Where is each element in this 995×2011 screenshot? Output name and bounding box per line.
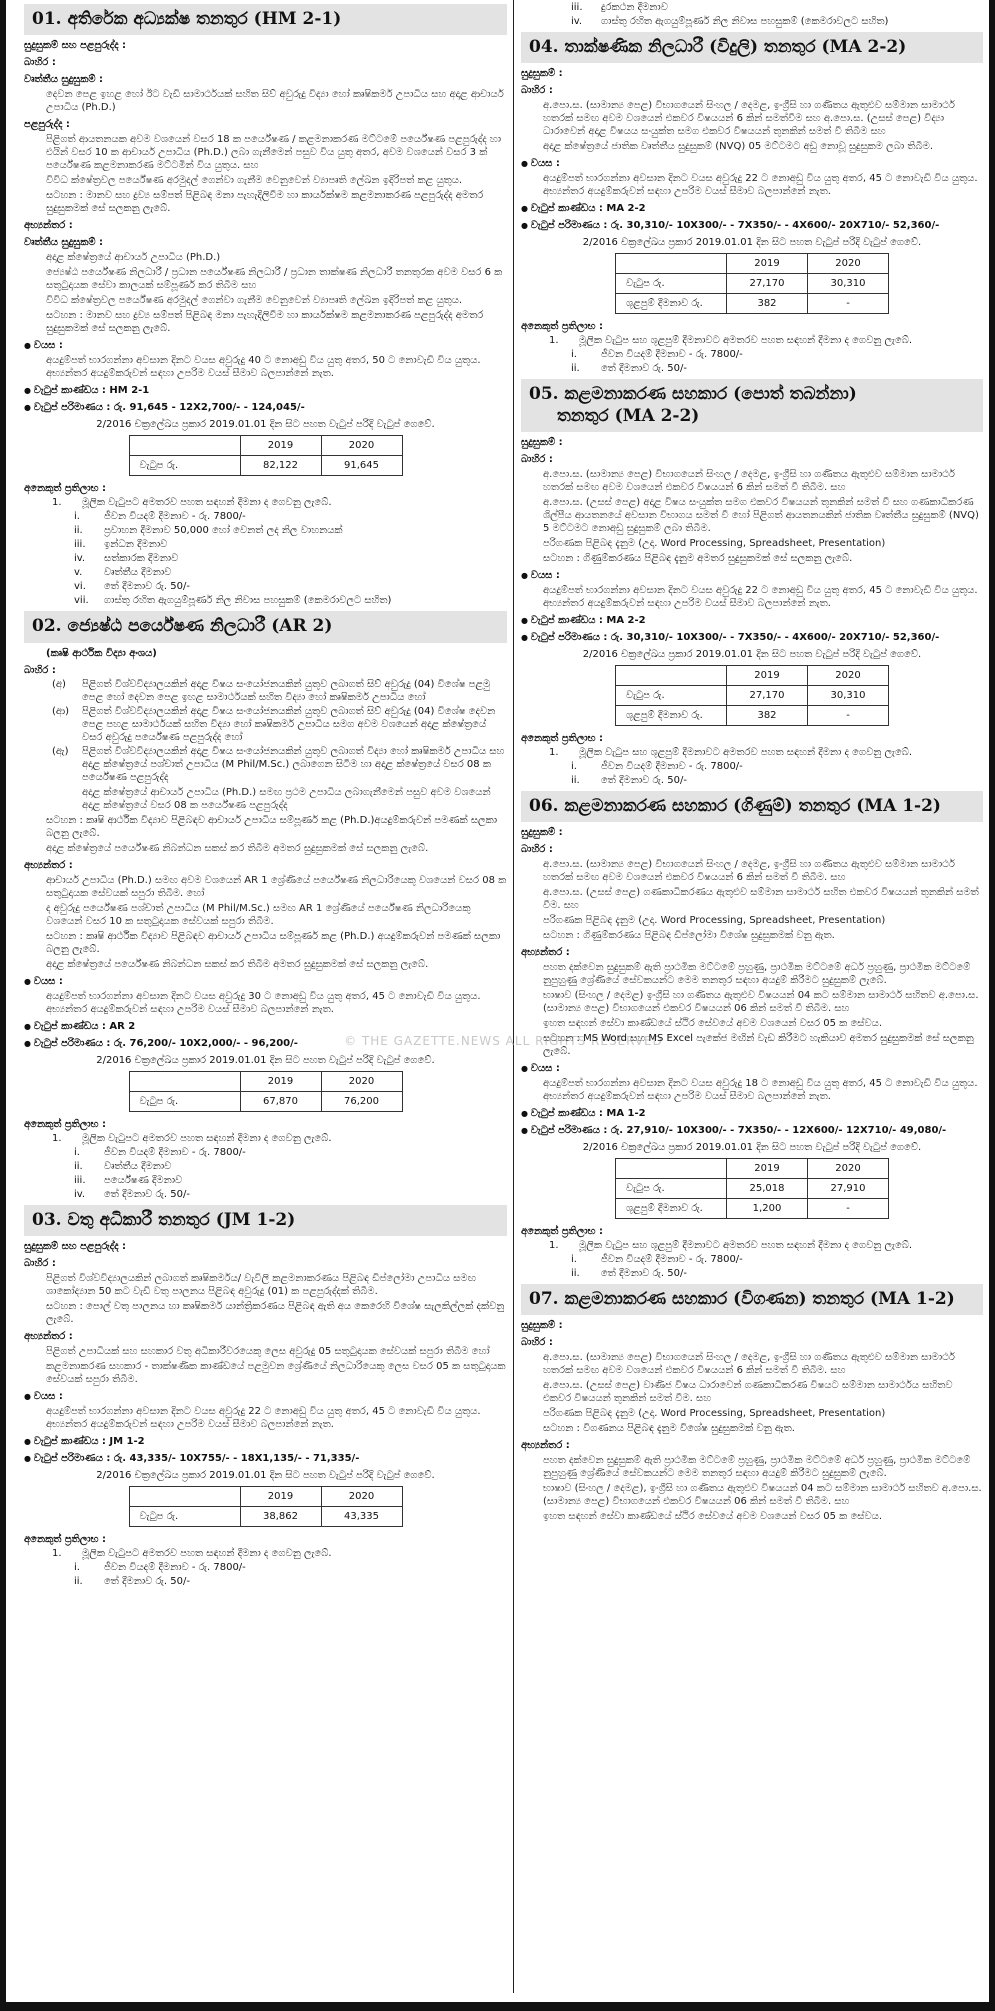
list-item: iii. ඉන්ධන දීමනාව	[74, 539, 168, 551]
list-item: 1. මූලික වැටුපට අමතරව පහත සඳහන් දීමනා ද ගෙවනු ලැබේ.	[52, 1547, 332, 1559]
allowance-cell: -	[808, 1199, 889, 1219]
salary-cell: 30,310	[808, 685, 889, 705]
paragraph: අයදුම්පත් භාරගන්නා අවසාන දිනට වයස අවුරුදු 18 ට නොඅඩු විය යුතු අතර, 45 ට නොවැඩි විය යුතුය. අභ්‍යන්තර අයදුම්කරුවන් සඳහා උපරිම වයස් සීමාව බලපාන්නේ නැත.	[543, 1078, 978, 1102]
section-title: 03. වතු අධිකාරී තනතුර (JM 1-2)	[24, 1205, 507, 1236]
row-label: ශුළපුම් දීමනාව රු.	[616, 705, 727, 725]
list-item: iii. දුරකථන දීමනාව	[571, 2, 668, 13]
salary-cell: 27,170	[727, 685, 808, 705]
salary-code: ● වැටුප් කාණ්ඩය : MA 2-2	[521, 202, 983, 215]
year-header: 2019	[240, 1486, 321, 1506]
age-label: ● වයස :	[24, 339, 507, 352]
paragraph: අයදුම්පත් භාරගන්නා අවසාන දිනට වයස අවුරුදු 22 ට නොඅඩු විය යුතු අතර, 45 ට නොවැඩි විය යුතුය. අභ්‍යන්තර අයදුම්කරුවන් සඳහා උපරිම වයස් සීමාව බලපාන්නේ නැත.	[46, 1405, 481, 1430]
age-label: ● වයස :	[521, 1062, 983, 1075]
list-item: i. ජීවන වියදම් දීමනාව - රු. 7800/-	[571, 349, 743, 361]
year-header: 2019	[240, 436, 321, 456]
paragraph: පරිගණක පිළිබඳ දැනුම (උදා. Word Processing, Spreadsheet, Presentation)	[543, 537, 886, 549]
circular-note: 2/2016 චක්‍රලේඛය ප්‍රකාර 2019.01.01 දින සිට පහත වැටුප් පරිදි වැටුප් ගෙවේ.	[582, 237, 922, 249]
circular-note: 2/2016 චක්‍රලේඛය ප්‍රකාර 2019.01.01 දින සිට පහත වැටුප් පරිදි වැටුප් ගෙවේ.	[96, 1469, 435, 1481]
list-item: i. ජීවන වියදම් දීමනාව - රු. 7800/-	[74, 1561, 246, 1573]
salary-table	[615, 1158, 889, 1219]
paragraph: භාෂාව (සිංහල / දෙමළ) ඉංග්‍රීසි හා ගණිතය ඇතුළුව විෂයයන් 04 කට සම්මාන සාමාර්ථ සහිතව අ.පො.ස. (සාමාන්‍ය පෙළ) විභාගයෙන් එකවර විෂයයන් 06 කින් සමත් වී තිබීම. සහ	[543, 990, 979, 1014]
paragraph: පිළිගත් උපාධියක් සහ සහකාර වතු අධිකාරීවරයෙකු ලෙස අවුරුදු 05 සතුටුදායක සේවයක් සපුරා තිබීම හෝ	[46, 1345, 490, 1357]
paragraph: අයදුම්පත් භාරගන්නා අවසාන දිනට වයස අවුරුදු 40 ට නොඅඩු විය යුතු අතර, 50 ට නොවැඩි විය යුතුය. අභ්‍යන්තර අයදුම්කරුවන් සඳහා උපරිම වයස් සීමාව බලපාන්නේ නැත.	[46, 355, 481, 380]
year-header: 2020	[321, 1486, 402, 1506]
salary-scale: ● වැටුප් පරිමාණය : රු. 30,310/- 10X300/- - 7X350/- - 4X600/- 20X710/- 52,360/-	[521, 219, 983, 232]
paragraph: අ.පො.ස. (සාමාන්‍ය පෙළ) විභාගයෙන් සිංහල / දෙමළ, ඉංග්‍රීසි හා ගණිතය ඇතුළුව සම්මාන සාමාර්ථ හතරක් සමඟ අවම වශයෙන් එකවර විෂයයන් 6 කින් සමත්වීම සහ අ.පො.ස. (උසස් පෙළ) විද්‍යා ධාරාවෙන් අදාළ විෂයය සංයුක්ත සමග එකවර විෂයයන් තුනකින් සමත් වී තිබීම සහ	[543, 100, 955, 138]
label: පළපුරුද්ද :	[24, 119, 70, 131]
note: සටහන : ගිණුම්කරණය පිළිබඳ දැනුම අමතර සුදුසුකමක් සේ සලකනු ලැබේ.	[543, 552, 853, 564]
paragraph: අ.පො.ස. (සාමාන්‍ය පෙළ) විභාගයෙන් සිංහල / දෙමළ, ඉංග්‍රීසි හා ගණිතය ඇතුළුව සම්මාන සාමාර්ථ හතරක් සමඟ අවම වශයෙන් එකවර විෂයයන් 6 කින් සමත් වී තිබීම. සහ	[543, 468, 955, 493]
list-item: ii. තේ දීමනාව රු. 50/-	[74, 1575, 190, 1587]
label: බාහිර :	[521, 844, 553, 855]
list-item: 1. මූලික වැටුප සහ ශුළපුම් දීමනාවට අමතරව පහත සඳහන් දීමනා ද ගෙවනු ලැබේ.	[549, 335, 913, 347]
salary-table	[129, 435, 403, 476]
list-item: 1. මූලික වැටුපට අමතරව පහත සඳහන් දීමනා ද ගෙවනු ලැබේ.	[52, 497, 332, 509]
list-item: i. ජීවන වියදම් දීමනාව - රු. 7800/-	[571, 1254, 743, 1265]
paragraph: අ.පො.ස. (සාමාන්‍ය පෙළ) විභාගයෙන් සිංහල / දෙමළ, ඉංග්‍රීසි හා ගණිතය ඇතුළුව සම්මාන සාමාර්ථ හතරක් සමඟ අවම වශයෙන් එකවර විෂයයන් 6 කින් සමත් වී තිබීම. සහ	[543, 859, 955, 883]
right-column	[521, 0, 983, 1993]
paragraph: ඉහත සඳහන් සේවා කාණ්ඩයේ ස්ථිර සේවයේ අවම වශයෙන් වසර 05 ක සේවය.	[543, 1018, 883, 1029]
label: බාහිර :	[24, 57, 56, 69]
label: අනෙකුත් ප්‍රතිලාභ :	[24, 1118, 106, 1130]
label: අභ්‍යන්තර :	[24, 859, 73, 871]
paragraph: විවිධ ක්ෂේත්‍රවල පර්යේෂණ අරමුදල් ගෙන්වා ගැනීම වෙනුවෙන් ව්‍යාපෘති ලේඛන ඉදිරිපත් කළ යුතුය.	[46, 295, 463, 307]
label: අනෙකුත් ප්‍රතිලාභ :	[521, 732, 603, 744]
list-item: vii. ගාස්තු රහිත ඇගයුම්පූර්ණ නිල නිවාස පහසුකම් (කෙමරාවලට සහිත)	[74, 595, 392, 607]
section-title: 05. කළමනාකරණ සහකාර (පොත් තබන්නා) තනතුර (MA 2-2)	[521, 379, 983, 432]
list-item: iv. තේ දීමනාව රු. 50/-	[74, 1188, 190, 1200]
salary-scale: ● වැටුප් පරිමාණය : රු. 43,335/- 10X755/- - 18X1,135/- - 71,335/-	[24, 1452, 507, 1465]
list-item: (ආ) පිළිගත් විශ්වවිද්‍යාලයකින් අදාළ විෂය සංයෝජනයකින් යුතුව ලබාගත් සිව් අවුරුදු (04) විශේෂ දෙවන පෙළ පහළ සාමාර්ථයක් සහිත විද්‍යා හෝ කෘෂිකර්ම උපාධිය සමග අවම වශයෙන් අදාළ ක්ෂේත්‍රයේ වසර අවුරුදු පර්යේෂණ පළපුරුද්ද හෝ	[52, 705, 496, 743]
age-label: ● වයස :	[24, 975, 507, 988]
label: අභ්‍යන්තර :	[521, 1440, 570, 1452]
list-item: ii. තේ දීමනාව රු. 50/-	[571, 1268, 687, 1279]
row-label: ශුළපුම් දීමනාව රු.	[616, 1199, 727, 1219]
age-label: ● වයස :	[521, 569, 983, 582]
salary-cell: 67,870	[240, 1091, 321, 1111]
paragraph: පරිගණක පිළිබඳ දැනුම (උදා. Word Processing, Spreadsheet, Presentation)	[543, 915, 886, 926]
note: සටහන : මානව සහ ද්‍රව්‍ය සම්පත් පිළිබඳ මනා පැහැදිලිවීම හා කාර්යක්ෂම කළමනාකරණ පළපුරුද්ද අමතර සුදුසුකමක් සේ සලකනු ලැබේ.	[46, 310, 484, 335]
note: සටහන : කෘෂි ආර්ථික විද්‍යාව පිළිබඳව ආචාර්ය උපාධිය සම්පූර්ණ කළ (Ph.D.) අයදුම්කරුවන් පමණක් සලකා බලනු ලැබේ.	[46, 930, 501, 955]
label: බාහිර :	[521, 453, 553, 465]
list-item: (ඇ) පිළිගත් විශ්වවිද්‍යාලයකින් අදාළ විෂය සංයෝජනයකින් යුතුව ලබාගත් විද්‍යා හෝ කෘෂිකර්ම උපාධිය සහ අදාළ ක්ෂේත්‍රයේ පශ්චාත් උපාධිය (M Phil/M.Sc.) ලබාගෙන සිටීම හා අදාළ ක්ෂේත්‍රයේ වසර 08 ක පර්යේෂණ පළපුරුද්ද	[52, 745, 505, 783]
age-label: ● වයස :	[24, 1390, 507, 1403]
row-label: වැටුප රු.	[129, 456, 240, 476]
paragraph: අදාළ ක්ෂේත්‍රයේ පර්යේෂණ නිබන්ධන සකස් කර තිබීම අමතර සුදුසුකමක් සේ සලකනු ලැබේ.	[46, 958, 429, 970]
salary-scale: ● වැටුප් පරිමාණය : රු. 76,200/- 10X2,000/- - 96,200/-	[24, 1037, 507, 1050]
paragraph: පිළිගත් ආයතනයක අවම වශයෙන් වසර 18 ක පර්යේෂණ / කළමනාකරණ මට්ටමේ පර්යේෂණ පළපුරුද්ද හා එයින් වසර 10 ක ආචාර්ය උපාධිය (Ph.D.) ලබා ගැනීමෙන් පසුව විය යුතු අතර, අවම වශයෙන් වසර 3 ක් පර්යේෂණ කළමනාකරණ මට්ටමින් විය යුතුය. සහ	[46, 134, 502, 172]
salary-scale: ● වැටුප් පරිමාණය : රු. 27,910/- 10X300/- - 7X350/- - 12X600/- 12X710/- 49,080/-	[521, 1124, 983, 1137]
paragraph: ආචාර්ය උපාධිය (Ph.D.) සමඟ අවම වශයෙන් AR 1 ශ්‍රේණියේ පර්යේෂණ නිලධාරියෙකු වශයෙන් වසර 08 ක සතුටුදායක සේවයක් සපුරා තිබීම. හෝ	[46, 874, 507, 899]
salary-cell: 91,645	[321, 456, 402, 476]
label: සුදුසුකම් :	[521, 436, 563, 448]
note: සටහන : කෘෂි ආර්ථික විද්‍යාව පිළිබඳව ආචාර්ය උපාධිය සම්පූර්ණ කළ (Ph.D.)අයදුම්කරුවන් පමණක් සලකා බලනු ලැබේ.	[46, 814, 498, 839]
note: සටහන : MS Word සහ MS Excel පැකේජ මඟින් වැඩ කිරීමට හැකියාව අමතර සුදුසුකමක් සේ සලකනු ලැබේ.	[543, 1033, 974, 1057]
salary-cell: 27,170	[727, 274, 808, 294]
allowance-cell: 382	[727, 294, 808, 314]
paragraph: පහත දක්වෙන සුදුසුකම් ඇති ප්‍රාථමික මට්ටමේ ප්‍රහුණු, ප්‍රාථමික මට්ටමේ අර්ධ ප්‍රහුණු, ප්‍රාථමික මට්ටමේ නුපුහුණු ශ්‍රේණියේ සේවකයන්ට මෙම තනතුර සඳහා අයදුම් කිරීමට සුදුසුකම් ලැබේ.	[543, 1455, 971, 1480]
paragraph: පහත දක්වෙන සුදුසුකම් ඇති ප්‍රාථමික මට්ටමේ ප්‍රහුණු, ප්‍රාථමික මට්ටමේ අර්ධ ප්‍රහුණු, ප්‍රාථමික මට්ටමේ නුපුහුණු ශ්‍රේණියේ සේවකයන්ට මෙම තනතුර සඳහා අයදුම් කිරීමට සුදුසුකම් ලැබේ.	[543, 962, 971, 986]
label: සුදුසුකම් :	[521, 68, 563, 80]
label: වෘත්තීය සුදුසුකම් :	[24, 237, 104, 249]
paragraph: පිළිගත් විශ්වවිද්‍යාලයකින් ලබාගත් කෘෂිකර්මය/ වැවිලි කළමනාකරණය පිළිබඳ ඩිප්ලෝමා උපාධිය සමඟ ශාකෝද්‍යාන 50 කට වැඩි වතු පාලනය පිළිබඳ අවුරුදු (01) ක පළපුරුද්දක් තිබීම.	[46, 1272, 477, 1297]
salary-table	[615, 253, 889, 314]
list-item: 1. මූලික වැටුපට අමතරව පහත සඳහන් දීමනා ද ගෙවනු ලැබේ.	[52, 1132, 332, 1144]
year-header: 2019	[727, 665, 808, 685]
salary-table	[129, 1071, 403, 1112]
paragraph: අ.පො.ස. (උසස් පෙළ) ගණකාධිකරණය ඇතුළුව සම්මාන සාමාර්ථ සහිත එකවර විෂයයන් තුනකින් සමත් වීම. සහ	[543, 887, 979, 911]
allowance-cell: -	[808, 705, 889, 725]
list-item: ii. තේ දීමනාව රු. 50/-	[571, 774, 687, 786]
paragraph: දෙවන පෙළ ඉහළ හෝ ඊට වැඩි සාමාර්ථයක් සහිත සිව් අවුරුදු විද්‍යා හෝ කෘෂිකර්ම උපාධිය සහ අදාළ ආචාර්ය උපාධිය (Ph.D.)	[46, 89, 504, 114]
note: සටහන : විගණනය පිළිබඳ දැනුම විශේෂ සුදුසුකමක් වනු ඇත.	[543, 1423, 795, 1435]
year-header: 2020	[321, 436, 402, 456]
watermark: © THE GAZETTE.NEWS ALL RIGHTS RESERVED	[344, 1034, 663, 1048]
paragraph: අයදුම්පත් භාරගන්නා අවසාන දිනට වයස අවුරුදු 22 ට නොඅඩු විය යුතු අතර, 45 ට නොවැඩි විය යුතුය. අභ්‍යන්තර අයදුම්කරුවන් සඳහා උපරිම වයස් සීමාව බලපාන්නේ නැත.	[543, 584, 978, 609]
year-header: 2019	[240, 1071, 321, 1091]
paragraph: කළමනාකරණ සහකාර - තාක්ෂණික කාණ්ඩයේ පළමුවන ශ්‍රේණියේ නිලධාරියෙකු ලෙස වසර 05 ක සතුටුදායක සේවයක් සපුරා තිබීම.	[46, 1360, 506, 1385]
list-item: ii. ප්‍රවාහන දීමනාව 50,000 හෝ වෙනත් ලද නිල වාහනයක්	[74, 525, 343, 537]
year-header: 2020	[808, 254, 889, 274]
paragraph: අයදුම්පත් භාරගන්නා අවසාන දිනට වයස අවුරුදු 22 ට නොඅඩු විය යුතු අතර, 45 ට නොවැඩි විය යුතුය. අභ්‍යන්තර අයදුම්කරුවන් සඳහා උපරිම වයස් සීමාව බලපාන්නේ නැත.	[543, 173, 978, 198]
list-item: vi. තේ දීමනාව රු. 50/-	[74, 581, 190, 593]
salary-table	[615, 665, 889, 726]
salary-code: ● වැටුප් කාණ්ඩය : HM 2-1	[24, 384, 507, 397]
section-title: 06. කළමනාකරණ සහකාර (ගිණුම්) තනතුර (MA 1-2)	[521, 791, 983, 822]
allowance-cell: 1,200	[727, 1199, 808, 1219]
label: අභ්‍යන්තර :	[24, 1330, 73, 1342]
salary-cell: 30,310	[808, 274, 889, 294]
label: වෘත්තීය සුදුසුකම් :	[24, 74, 104, 86]
allowance-cell: 382	[727, 705, 808, 725]
year-header: 2019	[727, 1159, 808, 1179]
subtitle: (කෘෂි ආර්ථික විද්‍යා අංශය)	[46, 647, 157, 659]
paragraph: අයදුම්පත් භාරගන්නා අවසාන දිනට වයස අවුරුදු 30 ට නොඅඩු විය යුතු අතර, 45 ට නොවැඩි විය යුතුය. අභ්‍යන්තර අයදුම්කරුවන් සඳහා උපරිම වයස් සීමාව බලපාන්නේ නැත.	[46, 990, 481, 1015]
label: අභ්‍යන්තර :	[24, 220, 73, 232]
paragraph: සටහන : ගිණුම්කරණය පිළිබඳ ඩිප්ලෝමා විශේෂ සුදුසුකමක් වනු ඇත.	[543, 930, 835, 941]
label: අනෙකුත් ප්‍රතිලාභ :	[24, 1533, 106, 1545]
salary-scale: ● වැටුප් පරිමාණය : රු. 91,645 - 12X2,700/- - 124,045/-	[24, 401, 507, 414]
label: සුදුසුකම් සහ පළපුරුද්ද :	[24, 40, 127, 52]
paragraph: ඉහත සඳහන් සේවා කාණ්ඩයේ ස්ථිර සේවයේ අවම වශයෙන් වසර 05 ක සේවය.	[543, 1511, 883, 1523]
list-item: i. ජීවන වියදම් දීමනාව - රු. 7800/-	[74, 511, 246, 523]
note: සටහන : පොල් වතු පාලනය හා කෘෂිකර්ම යාන්ත්‍රිකරණය පිළිබඳ ඇති අය කෙරෙහි විශේෂ සැලකිල්ලක් දක්වනු ලැබේ.	[46, 1300, 505, 1325]
row-label: ශුළපුම් දීමනාව රු.	[616, 294, 727, 314]
salary-code: ● වැටුප් කාණ්ඩය : MA 2-2	[521, 614, 983, 627]
paragraph: ජ්‍යෙෂ්ඨ පර්යේෂණ නිලධාරී / ප්‍රධාන පර්යේෂණ නිලධාරී / ප්‍රධාන තාක්ෂණ නිලධාරී තනතුරක අවම වසර 6 ක සතුටුදායක සේවා කාලයක් සම්පූර්ණ කර තිබීම සහ	[46, 267, 503, 292]
circular-note: 2/2016 චක්‍රලේඛය ප්‍රකාර 2019.01.01 දින සිට පහත වැටුප් පරිදි වැටුප් ගෙවේ.	[582, 648, 922, 660]
salary-table	[129, 1486, 403, 1527]
paragraph: ද අවුරුදු පර්යේෂණ පශ්චාත් උපාධිය (M Phil/M.Sc.) සමඟ AR 1 ශ්‍රේණියේ පර්යේෂණ නිලධාරියෙකු වශයෙන් වසර 10 ක සතුටුදායක සේවයක් සපුරා තිබීම.	[46, 902, 471, 927]
list-item: i. ජීවන වියදම් දීමනාව - රු. 7800/-	[74, 1146, 246, 1158]
section-title: 04. තාක්ෂණික නිලධාරී (විදුලි) තනතුර (MA 2-2)	[521, 32, 983, 63]
salary-code: ● වැටුප් කාණ්ඩය : JM 1-2	[24, 1435, 507, 1448]
salary-cell: 82,122	[240, 456, 321, 476]
paragraph: භාෂාව (සිංහල / දෙමළ), ඉංග්‍රීසි හා ගණිතය ඇතුළුව විෂයයන් 04 කට සම්මාන සාමාර්ථ සහිතව අ.පො.ස. (සාමාන්‍ය පෙළ) විභාගයෙන් එකවර විෂයයන් 06 කින් සමත් වී තිබීම. සහ	[543, 1483, 982, 1508]
list-item: i. ජීවන වියදම් දීමනාව - රු. 7800/-	[571, 760, 743, 772]
paragraph: අදාළ ක්ෂේත්‍රයේ ආචාර්ය උපාධිය (Ph.D.)	[46, 252, 221, 264]
paragraph: අ.පො.ස. (සාමාන්‍ය පෙළ) විභාගයෙන් සිංහල / දෙමළ, ඉංග්‍රීසි හා ගණිතය ඇතුළුව සම්මාන සාමාර්ථ හතරක් සමඟ අවම වශයෙන් එකවර විෂයයන් 6 කින් සමත් වී තිබීම. සහ	[543, 1352, 955, 1377]
list-item: 1. මූලික වැටුප සහ ශුළපුම් දීමනාවට අමතරව පහත සඳහන් දීමනා ද ගෙවනු ලැබේ.	[549, 746, 913, 758]
salary-cell: 25,018	[727, 1179, 808, 1199]
year-header: 2020	[808, 665, 889, 685]
circular-note: 2/2016 චක්‍රලේඛය ප්‍රකාර 2019.01.01 දින සිට පහත වැටුප් පරිදි වැටුප් ගෙවේ.	[96, 1054, 435, 1066]
circular-note: 2/2016 චක්‍රලේඛය ප්‍රකාර 2019.01.01 දින සිට පහත වැටුප් පරිදි වැටුප් ගෙවේ.	[96, 419, 435, 431]
label: අභ්‍යන්තර :	[521, 947, 570, 958]
salary-cell: 43,335	[321, 1506, 402, 1526]
age-label: ● වයස :	[521, 157, 983, 170]
list-item: ii. වෘත්තීය දීමනාව	[74, 1160, 172, 1172]
list-item: ii. තේ දීමනාව රු. 50/-	[571, 363, 687, 375]
label: අනෙකුත් ප්‍රතිලාභ :	[24, 483, 106, 495]
salary-scale: ● වැටුප් පරිමාණය : රු. 30,310/- 10X300/- - 7X350/- - 4X600/- 20X710/- 52,360/-	[521, 631, 983, 644]
section-title: 01. අතිරේක අධ්‍යක්ෂ තනතුර (HM 2-1)	[24, 4, 507, 35]
label: සුදුසුකම් :	[521, 1320, 563, 1332]
year-header: 2019	[727, 254, 808, 274]
left-column	[24, 0, 507, 1993]
label: බාහිර :	[521, 85, 553, 97]
note: සටහන : මානව සහ ද්‍රව්‍ය සම්පත් පිළිබඳ මනා පැහැදිලිවීම හා කාර්යක්ෂම කළමනාකරණ පළපුරුද්ද අමතර සුදුසුකමක් සේ සලකනු ලැබේ.	[46, 190, 484, 215]
label: සුදුසුකම් සහ පළපුරුද්ද :	[24, 1240, 127, 1252]
list-item: iv. සත්කාරක දීමනාව	[74, 553, 179, 565]
label: සුදුසුකම් :	[521, 827, 563, 838]
list-item: v. වෘත්තීය දීමනාව	[74, 567, 172, 579]
list-item: (අ) පිළිගත් විශ්වවිද්‍යාලයකින් අදාළ විෂය සංයෝජනයකින් යුතුව ලබාගත් සිව් අවුරුදු (04) විශේෂ පළමු පෙළ හෝ දෙවන පෙළ ඉහළ සාමාර්ථයක් සහිත විද්‍යා හෝ කෘෂිකර්ම උපාධිය හෝ	[52, 678, 491, 703]
paragraph: අදාළ ක්ෂේත්‍රයේ ආචාර්ය උපාධිය (Ph.D.) සමඟ ප්‍රථම උපාධිය ලබාගැනීමෙන් පසුව අවම වශයෙන් අදාළ ක්ෂේත්‍රයේ වසර 08 ක පර්යේෂණ පළපුරුද්ද	[82, 786, 491, 811]
row-label: වැටුප රු.	[616, 685, 727, 705]
label: අනෙකුත් ප්‍රතිලාභ :	[521, 1226, 603, 1237]
section-title: 02. ජ්‍යෙෂ්ඨ පර්යේෂණ නිලධාරී (AR 2)	[24, 611, 507, 642]
paragraph: පරිගණක පිළිබඳ දැනුම (උදා. Word Processing, Spreadsheet, Presentation)	[543, 1408, 886, 1420]
label: බාහිර :	[24, 664, 56, 676]
row-label: වැටුප රු.	[616, 274, 727, 294]
list-item: iii. පර්යේෂණ දීමනාව	[74, 1174, 183, 1186]
salary-code: ● වැටුප් කාණ්ඩය : MA 1-2	[521, 1107, 983, 1120]
year-header: 2020	[808, 1159, 889, 1179]
paragraph: අදාළ ක්ෂේත්‍රයේ පර්යේෂණ නිබන්ධන සකස් කර තිබීම අමතර සුදුසුකමක් සේ සලකනු ලැබේ.	[46, 842, 429, 854]
salary-code: ● වැටුප් කාණ්ඩය : AR 2	[24, 1020, 507, 1033]
row-label: වැටුප රු.	[616, 1179, 727, 1199]
label: බාහිර :	[24, 1257, 56, 1269]
section-title: 07. කළමනාකරණ සහකාර (විගණන) තනතුර (MA 1-2)	[521, 1284, 983, 1315]
row-label: වැටුප රු.	[129, 1506, 240, 1526]
label: බාහිර :	[521, 1337, 553, 1349]
year-header: 2020	[321, 1071, 402, 1091]
salary-cell: 27,910	[808, 1179, 889, 1199]
column-divider	[513, 0, 514, 1993]
salary-cell: 76,200	[321, 1091, 402, 1111]
paragraph: අ.පො.ස. (උසස් පෙළ) අදාළ විෂය සංයුක්ත සමග එකවර විෂයයන් තුනකින් සමත් වී සහ ගණකාධිකරණ ශිල්පීය ආයතනයේ අවසාන විභාගය සමත් වී හෝ පිළිගත් ආයතනයකින් ජාතික වෘත්තීය සුදුසුකම් (NVQ) 5 මට්ටමට නොඅඩු සුදුසුකම් ලබා තිබීම.	[543, 496, 979, 534]
label: අනෙකුත් ප්‍රතිලාභ :	[521, 321, 603, 333]
circular-note: 2/2016 චක්‍රලේඛය ප්‍රකාර 2019.01.01 දින සිට පහත වැටුප් පරිදි වැටුප් ගෙවේ.	[582, 1142, 922, 1153]
list-item: iv. ගාස්තු රහිත ඇගයුම්පූර්ණ නිල නිවාස පහසුකම් (කෙමරාවලට සහිත)	[571, 16, 889, 27]
paragraph: විවිධ ක්ෂේත්‍රවල පර්යේෂණ අරමුදල් ගෙන්වා ගැනීම වෙනුවෙන් ව්‍යාපෘති ලේඛන ඉදිරිපත් කළ යුතුය.	[46, 175, 463, 187]
list-item: 1. මූලික වැටුප සහ ශුළපුම් දීමනාවට අමතරව පහත සඳහන් දීමනා ද ගෙවනු ලැබේ.	[549, 1240, 913, 1251]
paragraph: අදාළ ක්ෂේත්‍රයේ ජාතික වෘත්තීය සුදුසුකම් (NVQ) 05 මට්ටමට අඩු නොවූ සුදුසුකම ලබා තිබීම.	[543, 141, 934, 153]
salary-cell: 38,862	[240, 1506, 321, 1526]
allowance-cell: -	[808, 294, 889, 314]
row-label: වැටුප රු.	[129, 1091, 240, 1111]
paragraph: අ.පො.ස. (උසස් පෙළ) වාණිජ විෂය ධාරාවෙන් ගණකාධිකරණ විෂයට සම්මාන සාමාර්ථය සහිතව එකවර විෂයයන් තුනකින් සමත් වීම. සහ	[543, 1380, 953, 1405]
